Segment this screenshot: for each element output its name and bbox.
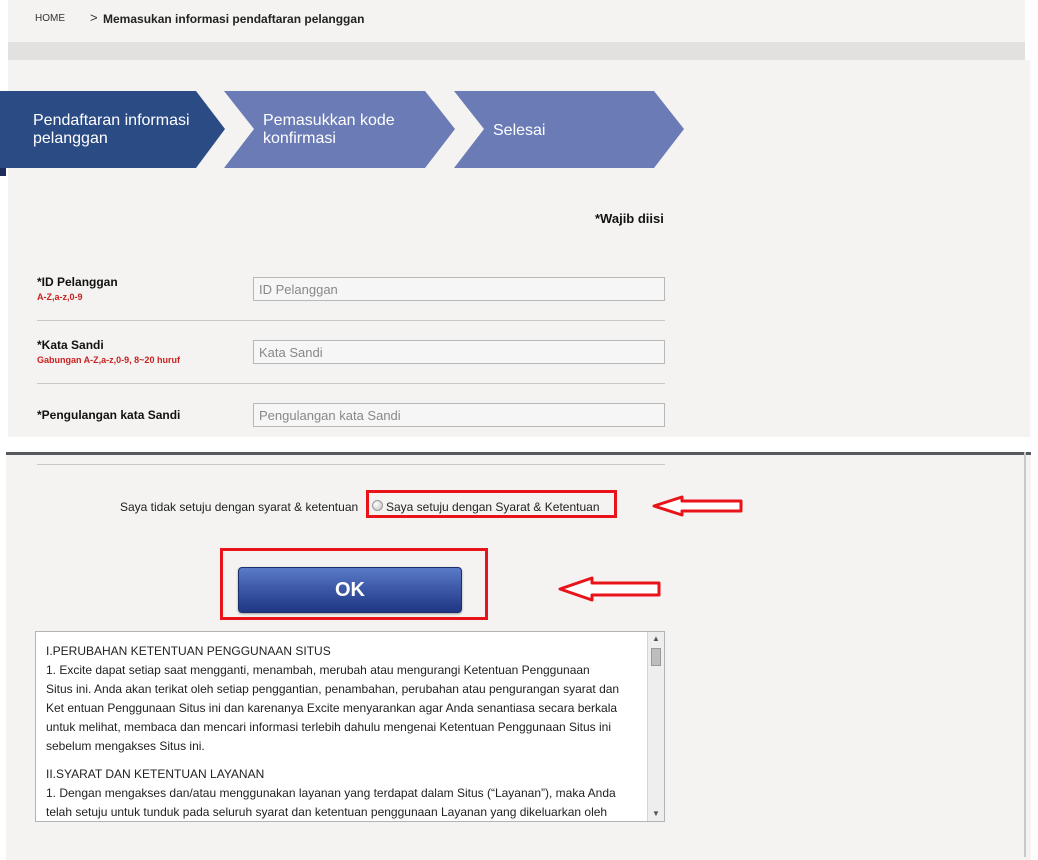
terms-line: Ket entuan Penggunaan Situs ini dan karenanya Excite menyarankan agar Anda senantiasa secara berkala [46,701,618,715]
panel-edge-line [1024,452,1026,857]
terms-line: 1. Excite dapat setiap saat mengganti, menambah, merubah atau mengurangi Ketentuan Penggunaan [46,663,590,677]
arrow-left-icon [652,495,744,517]
step-1-label-line2: pelanggan [33,130,108,147]
terms-textarea[interactable] [35,631,665,822]
terms-content [46,642,646,822]
customer-id-hint: A-Z,a-z,0-9 [37,292,83,302]
step-customer-info [0,91,226,168]
agree-option-label[interactable]: Saya setuju dengan Syarat & Ketentuan [386,500,600,514]
row-divider [37,383,665,384]
terms-heading: II.SYARAT DAN KETENTUAN LAYANAN [46,767,265,781]
disagree-option-label[interactable]: Saya tidak setuju dengan syarat & ketentuan [120,500,359,514]
terms-line: sebelum mengakses Situs ini. [46,739,205,753]
breadcrumb-home-link[interactable]: HOME [35,13,65,24]
header-divider-bar [8,42,1025,60]
step-3-label: Selesai [493,122,546,139]
step-shadow-corner [0,168,6,176]
step-1-label-line1: Pendaftaran informasi [33,112,190,129]
step-complete [454,91,686,168]
scroll-down-arrow-icon[interactable]: ▼ [652,809,660,818]
terms-line: Situs ini. Anda akan terikat oleh setiap penggantian, penambahan, perubahan atau pengurangan syarat dan [46,682,620,696]
required-note: *Wajib diisi [595,211,664,226]
arrow-left-icon [558,576,662,602]
password-input[interactable] [253,340,665,364]
customer-id-label: *ID Pelanggan [37,275,118,289]
breadcrumb-separator-icon: > [90,10,98,25]
scrollbar-thumb[interactable] [651,648,661,666]
terms-line: untuk melihat, membaca dan mencari informasi terlebih dahulu mengenai Ketentuan Penggunaan Situs ini [46,720,612,734]
ok-button[interactable]: OK [238,567,462,613]
step-confirmation-code [224,91,456,168]
customer-id-input[interactable] [253,277,665,301]
scroll-up-arrow-icon[interactable]: ▲ [652,634,660,643]
agree-radio[interactable] [372,500,383,511]
row-divider [37,464,665,465]
password-repeat-input[interactable] [253,403,665,427]
password-hint: Gabungan A-Z,a-z,0-9, 8~20 huruf [37,355,180,365]
password-repeat-label: *Pengulangan kata Sandi [37,408,181,422]
breadcrumb [8,0,1025,42]
step-chevron-shape [454,91,686,168]
progress-steps [0,91,700,169]
breadcrumb-current-page: Memasukan informasi pendaftaran pelanggan [103,12,365,26]
terms-heading: I.PERUBAHAN KETENTUAN PENGGUNAAN SITUS [46,644,331,658]
password-label: *Kata Sandi [37,338,104,352]
terms-line: telah setuju untuk tunduk pada seluruh syarat dan ketentuan penggunaan Layanan yang dikeluarkan oleh [46,805,608,819]
step-2-label-line1: Pemasukkan kode [263,112,395,129]
row-divider [37,320,665,321]
terms-line: 1. Dengan mengakses dan/atau menggunakan layanan yang terdapat dalam Situs (“Layanan”), maka Anda [46,786,616,800]
terms-scrollbar[interactable] [647,632,664,821]
step-2-label-line2: konfirmasi [263,130,336,147]
